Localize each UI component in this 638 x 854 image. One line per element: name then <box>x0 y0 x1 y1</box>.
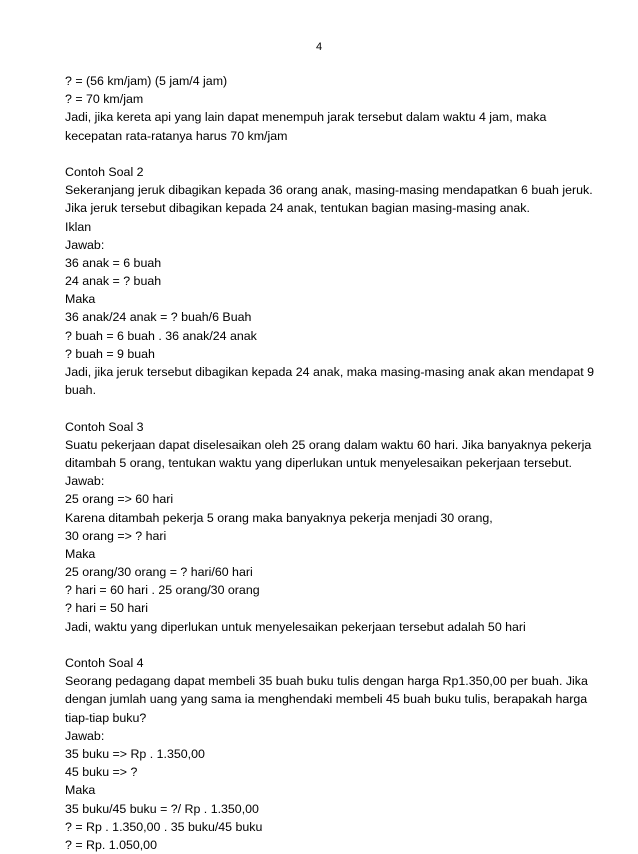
text-line: ? buah = 6 buah . 36 anak/24 anak <box>65 328 257 343</box>
text-line: Jawab: <box>65 728 105 743</box>
text-line: Jika jeruk tersebut dibagikan kepada 24 anak, tentukan bagian masing-masing anak. <box>65 201 530 216</box>
blank-line <box>65 399 610 417</box>
document-body <box>65 72 610 854</box>
text-line: 30 orang => ? hari <box>65 528 167 543</box>
text-line: Maka <box>65 546 96 561</box>
text-line: 45 buku => ? <box>65 765 138 780</box>
section-heading: Contoh Soal 2 <box>65 164 144 179</box>
text-line: Iklan <box>65 219 92 234</box>
text-line: ? = Rp . 1.350,00 . 35 buku/45 buku <box>65 819 263 834</box>
text-line: 35 buku => Rp . 1.350,00 <box>65 746 205 761</box>
text-line: Seorang pedagang dapat membeli 35 buah buku tulis dengan harga Rp1.350,00 per buah. Jika <box>65 674 588 689</box>
text-line: Jadi, waktu yang diperlukan untuk menyelesaikan pekerjaan tersebut adalah 50 hari <box>65 619 526 634</box>
text-line: Jawab: <box>65 474 105 489</box>
text-line: dengan jumlah uang yang sama ia menghendaki membeli 45 buah buku tulis, berapakah harga <box>65 692 588 707</box>
section-heading: Contoh Soal 4 <box>65 656 144 670</box>
text-line: 24 anak = ? buah <box>65 274 162 289</box>
text-line: Jadi, jika jeruk tersebut dibagikan kepada 24 anak, maka masing-masing anak akan mendapat 9 <box>65 365 594 379</box>
text-line: ? buah = 9 buah <box>65 346 155 361</box>
page-number: 4 <box>315 41 323 53</box>
blank-line <box>65 145 610 163</box>
section-heading: Contoh Soal 3 <box>65 419 144 434</box>
text-line: Jadi, jika kereta api yang lain dapat menempuh jarak tersebut dalam waktu 4 jam, maka <box>65 110 547 125</box>
text-line: 25 orang => 60 hari <box>65 492 174 507</box>
text-line: Suatu pekerjaan dapat diselesaikan oleh 25 orang dalam waktu 60 hari. Jika banyaknya pekerja <box>65 437 592 452</box>
text-line: 36 anak/24 anak = ? buah/6 Buah <box>65 310 252 325</box>
text-line: Maka <box>65 783 96 798</box>
text-line: ? hari = 60 hari . 25 orang/30 orang <box>65 583 260 598</box>
text-line: Sekeranjang jeruk dibagikan kepada 36 orang anak, masing-masing mendapatkan 6 buah jeruk. <box>65 183 593 198</box>
text-line: ? = 70 km/jam <box>65 92 144 107</box>
text-line: Karena ditambah pekerja 5 orang maka banyaknya pekerja menjadi 30 orang, <box>65 510 493 525</box>
text-line: 25 orang/30 orang = ? hari/60 hari <box>65 565 253 580</box>
text-line: Maka <box>65 292 96 307</box>
blank-line <box>65 636 610 654</box>
text-line: kecepatan rata-ratanya harus 70 km/jam <box>65 128 288 143</box>
text-line: Jawab: <box>65 237 105 252</box>
text-line: 36 anak = 6 buah <box>65 255 162 270</box>
text-line: tiap-tiap buku? <box>65 710 147 725</box>
text-line: buah. <box>65 383 97 398</box>
text-line: ? = (56 km/jam) (5 jam/4 jam) <box>65 74 228 88</box>
text-line: ? = Rp. 1.050,00 <box>65 837 157 852</box>
text-line: 35 buku/45 buku = ?/ Rp . 1.350,00 <box>65 801 259 816</box>
text-line: ditambah 5 orang, tentukan waktu yang diperlukan untuk menyelesaikan pekerjaan tersebut. <box>65 455 572 470</box>
text-line: ? hari = 50 hari <box>65 601 149 616</box>
